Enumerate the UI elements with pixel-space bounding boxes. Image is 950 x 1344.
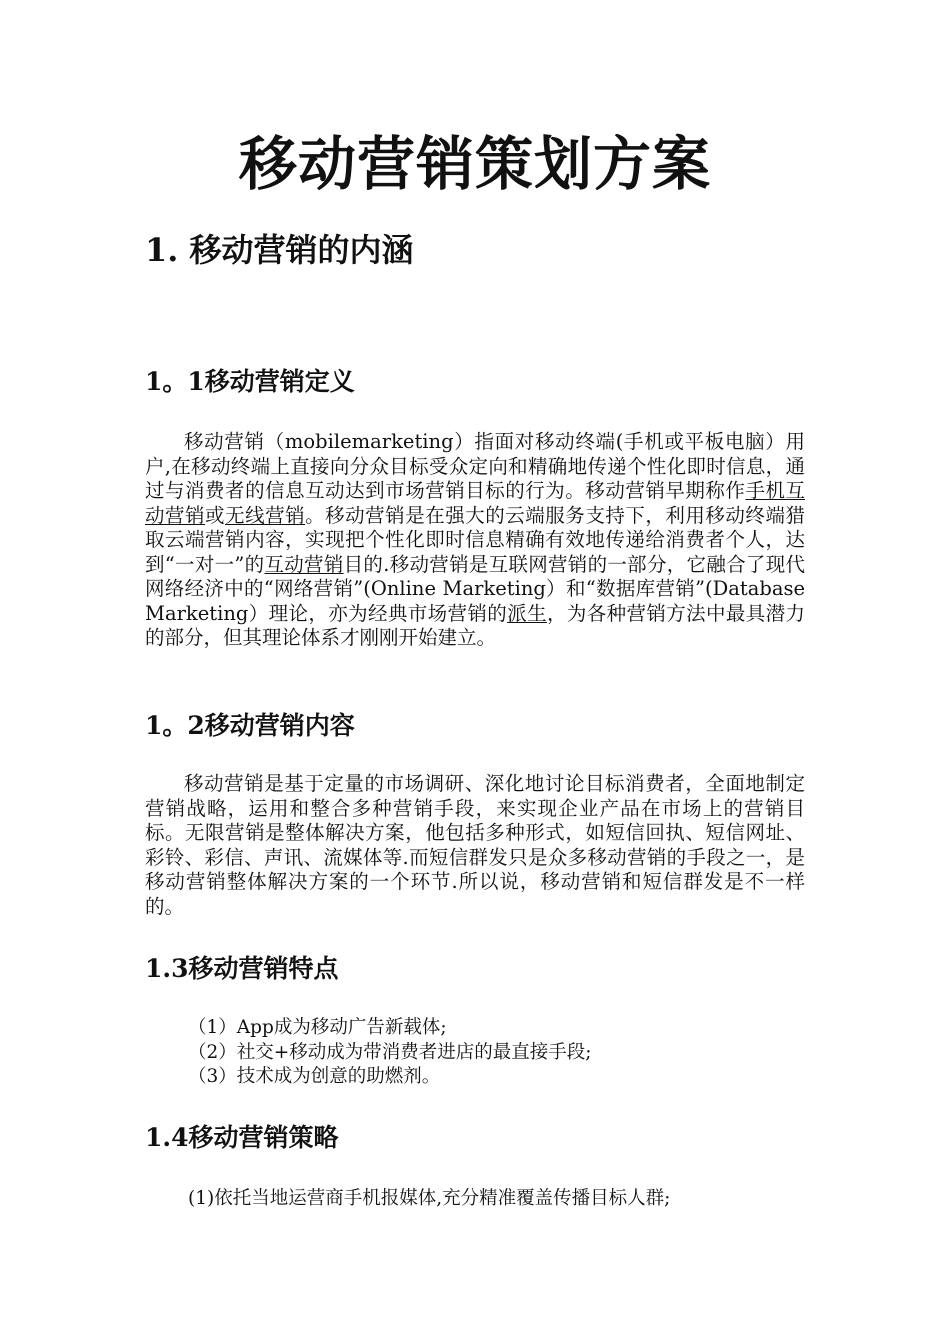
paragraph-text: 目的.移动营销是互联网营销的一部分，它融合了现代网络经济中的“网络营销”(Online Marketing）和“数据库营销”(Database Marketing）理论，亦为经典市场营销的 [145, 552, 805, 625]
features-list [188, 1016, 808, 1090]
subsection-heading-1-1: 1。1移动营销定义 [145, 367, 355, 396]
interactive-marketing-link[interactable]: 互动营销 [264, 552, 344, 576]
list-item: （2）社交+移动成为带消费者进店的最直接手段; [188, 1041, 592, 1063]
definition-paragraph [145, 430, 805, 651]
content-paragraph: 移动营销是基于定量的市场调研、深化地讨论目标消费者，全面地制定营销战略，运用和整合多种营销手段，来实现企业产品在市场上的营销目标。无限营销是整体解决方案，他包括多种形式，如短信回执、短信网址、彩铃、彩信、声讯、流媒体等.而短信群发只是众多移动营销的手段之一，是移动营销整体解决方案的一个环节.所以说，移动营销和短信群发是不一样的。 [145, 772, 805, 918]
section-heading-1: 1. 移动营销的内涵 [145, 231, 414, 269]
paragraph-text: 。移动营销是在强大的云端服务支持下，利用移动终端猎取云端营销内容，实现把个性化即时信息精确有效地传递给消费者个人，达到“一对一”的 [145, 503, 805, 576]
paragraph-text: 或 [205, 503, 226, 527]
subsection-heading-1-3: 1.3移动营销特点 [145, 954, 339, 983]
strategy-list [188, 1187, 808, 1212]
list-item: (1)依托当地运营商手机报媒体,充分精准覆盖传播目标人群; [188, 1188, 671, 1209]
subsection-heading-1-2: 1。2移动营销内容 [145, 711, 355, 740]
list-item: （3）技术成为创意的助燃剂。 [188, 1066, 441, 1087]
paragraph-text: ，为各种营销方法中最具潜力的部分，但其理论体系才刚刚开始建立。 [145, 601, 805, 649]
list-item: （1）App成为移动广告新载体; [188, 1017, 447, 1038]
wireless-marketing-link[interactable]: 无线营销 [225, 503, 306, 527]
document-title: 移动营销策划方案 [238, 130, 711, 198]
derivative-link[interactable]: 派生 [507, 601, 547, 625]
mobile-interactive-marketing-link[interactable]: 手机互动营销 [145, 479, 805, 527]
paragraph-text: 移动营销（mobilemarketing）指面对移动终端(手机或平板电脑）用户,在移动终端上直接向分众目标受众定向和精确地传递个性化即时信息，通过与消费者的信息互动达到市场营销目标的行为。移动营销早期称作 [145, 430, 805, 502]
subsection-heading-1-4: 1.4移动营销策略 [145, 1123, 339, 1152]
